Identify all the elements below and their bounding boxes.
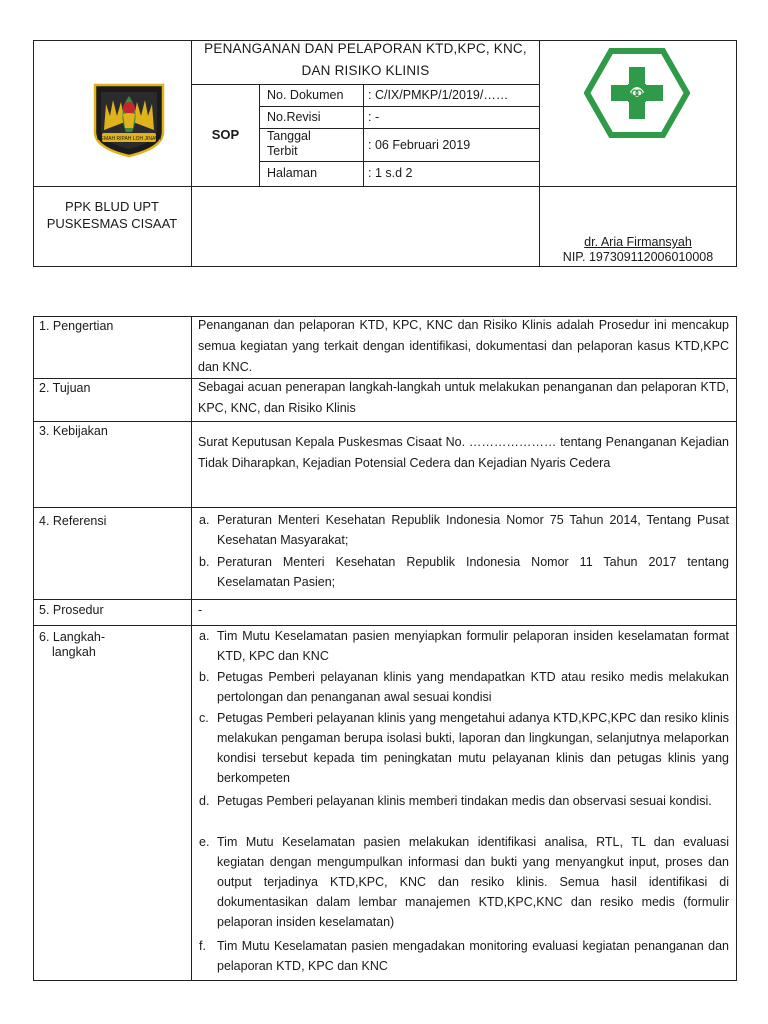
- list-item: [199, 626, 729, 666]
- list-item-text: Tim Mutu Keselamatan pasien mengadakan monitoring evaluasi kegiatan penanganan dan pelaporan KTD, KPC dan KNC: [217, 939, 729, 973]
- list-marker: b.: [199, 670, 210, 684]
- list-item-text: Petugas Pemberi pelayanan klinis yang mendapatkan KTD atau resiko medis melakukan pertolongan dan penanganan awal sesuai kondisi: [217, 670, 729, 704]
- divider: [539, 40, 540, 267]
- doc-number-label: No. Dokumen: [267, 88, 344, 102]
- divider: [259, 84, 260, 186]
- section-label-kebijakan: 3. Kebijakan: [39, 424, 108, 438]
- page-value: : 1 s.d 2: [368, 166, 413, 180]
- divider: [191, 316, 192, 981]
- list-item: [199, 936, 729, 976]
- list-item: [199, 708, 729, 788]
- list-item-text: Tim Mutu Keselamatan pasien menyiapkan formulir pelaporan insiden keselamatan format KTD, KPC dan KNC: [217, 629, 729, 663]
- divider: [33, 507, 737, 508]
- list-marker: f.: [199, 939, 206, 953]
- divider: [33, 980, 737, 981]
- section-label-referensi: 4. Referensi: [39, 514, 107, 528]
- section-text-pengertian: Penanganan dan pelaporan KTD, KPC, KNC dan Risiko Klinis adalah Prosedur ini mencakup semua kegiatan yang terkait dengan identifikasi, dokumentasi dan pelaporan kasus KTD,KPC dan KNC.: [198, 318, 729, 374]
- divider: [736, 316, 737, 981]
- divider: [33, 599, 737, 600]
- list-marker: c.: [199, 711, 209, 725]
- list-item: [199, 510, 729, 550]
- doc-number-value: : C/IX/PMKP/1/2019/……: [368, 88, 509, 102]
- list-item: [199, 832, 729, 932]
- divider: [363, 84, 364, 186]
- emblem-motto: GEMAH RIPAH LOH JINAWI: [96, 136, 162, 142]
- list-item-text: Peraturan Menteri Kesehatan Republik Indonesia Nomor 11 Tahun 2017 tentang Keselamatan Pasien;: [217, 555, 729, 589]
- section-label-prosedur: 5. Prosedur: [39, 603, 104, 617]
- list-item-text: Petugas Pemberi pelayanan klinis yang mengetahui adanya KTD,KPC,KPC dan resiko klinis melakukan pengaman berupa isolasi bukti, laporan dan lingkungan, selanjutnya melaporkan kondisi tersebut kepada tim peningkatan mutu pelayanan klinis dan petugas klinis yang berkompeten: [217, 711, 729, 785]
- regional-emblem-logo: [92, 82, 166, 158]
- divider: [33, 421, 737, 422]
- list-item-text: Peraturan Menteri Kesehatan Republik Indonesia Nomor 75 Tahun 2014, Tentang Pusat Kesehatan Masyarakat;: [217, 513, 729, 547]
- list-marker: b.: [199, 555, 210, 569]
- divider: [33, 316, 34, 981]
- organization-name: PPK BLUD UPT PUSKESMAS CISAAT: [46, 199, 178, 231]
- list-item: [199, 667, 729, 707]
- revision-label: No.Revisi: [267, 110, 321, 124]
- puskesmas-logo: [584, 48, 690, 138]
- list-item-text: Tim Mutu Keselamatan pasien melakukan identifikasi analisa, RTL, TL dan evaluasi kegiatan dengan mengumpulkan informasi dan bukti yang menyangkut input, proses dan output terjadinya KTD,KPC, KNC dan resiko klinis. Semua hasil identifikasi di dokumentasikan dalam lembar manajemen KTD,KPC,KNC dan resiko medis (formulir pelaporan insiden keselamatan): [217, 835, 729, 929]
- list-marker: d.: [199, 794, 210, 808]
- section-text-tujuan: Sebagai acuan penerapan langkah-langkah untuk melakukan penanganan dan pelaporan KTD, KPC, KNC, dan Risiko Klinis: [198, 380, 729, 415]
- sop-title: PENANGANAN DAN PELAPORAN KTD,KPC, KNC, DAN RISIKO KLINIS: [204, 41, 527, 78]
- list-marker: e.: [199, 835, 210, 849]
- list-marker: a.: [199, 513, 210, 527]
- section-text-kebijakan: Surat Keputusan Kepala Puskesmas Cisaat No. ………………… tentang Penanganan Kejadian Tidak Diharapkan, Kejadian Potensial Cedera dan Kejadian Nyaris Cedera: [198, 435, 729, 470]
- list-item: [199, 552, 729, 592]
- list-marker: a.: [199, 629, 210, 643]
- list-item-text: Petugas Pemberi pelayanan klinis memberi tindakan medis dan observasi sesuai kondisi.: [217, 794, 712, 808]
- section-label-pengertian: 1. Pengertian: [39, 319, 114, 333]
- section-label-langkah-cont: langkah: [52, 645, 96, 659]
- issue-date-value: : 06 Februari 2019: [368, 138, 471, 152]
- sop-label: SOP: [211, 127, 240, 142]
- section-label-langkah: 6. Langkah-: [39, 630, 106, 644]
- page-label: Halaman: [267, 166, 318, 180]
- divider: [259, 106, 540, 107]
- signer-name: dr. Aria Firmansyah: [584, 235, 692, 249]
- revision-value: : -: [368, 110, 380, 124]
- section-text-prosedur: -: [198, 603, 203, 617]
- issue-date-label: Tanggal Terbit: [267, 129, 311, 158]
- divider: [259, 161, 540, 162]
- divider: [191, 84, 540, 85]
- section-label-tujuan: 2. Tujuan: [39, 381, 91, 395]
- divider: [33, 186, 737, 187]
- divider: [736, 40, 737, 267]
- divider: [33, 40, 34, 267]
- divider: [33, 266, 737, 267]
- signer-nip: NIP. 197309112006010008: [562, 250, 714, 264]
- list-item: [199, 791, 729, 811]
